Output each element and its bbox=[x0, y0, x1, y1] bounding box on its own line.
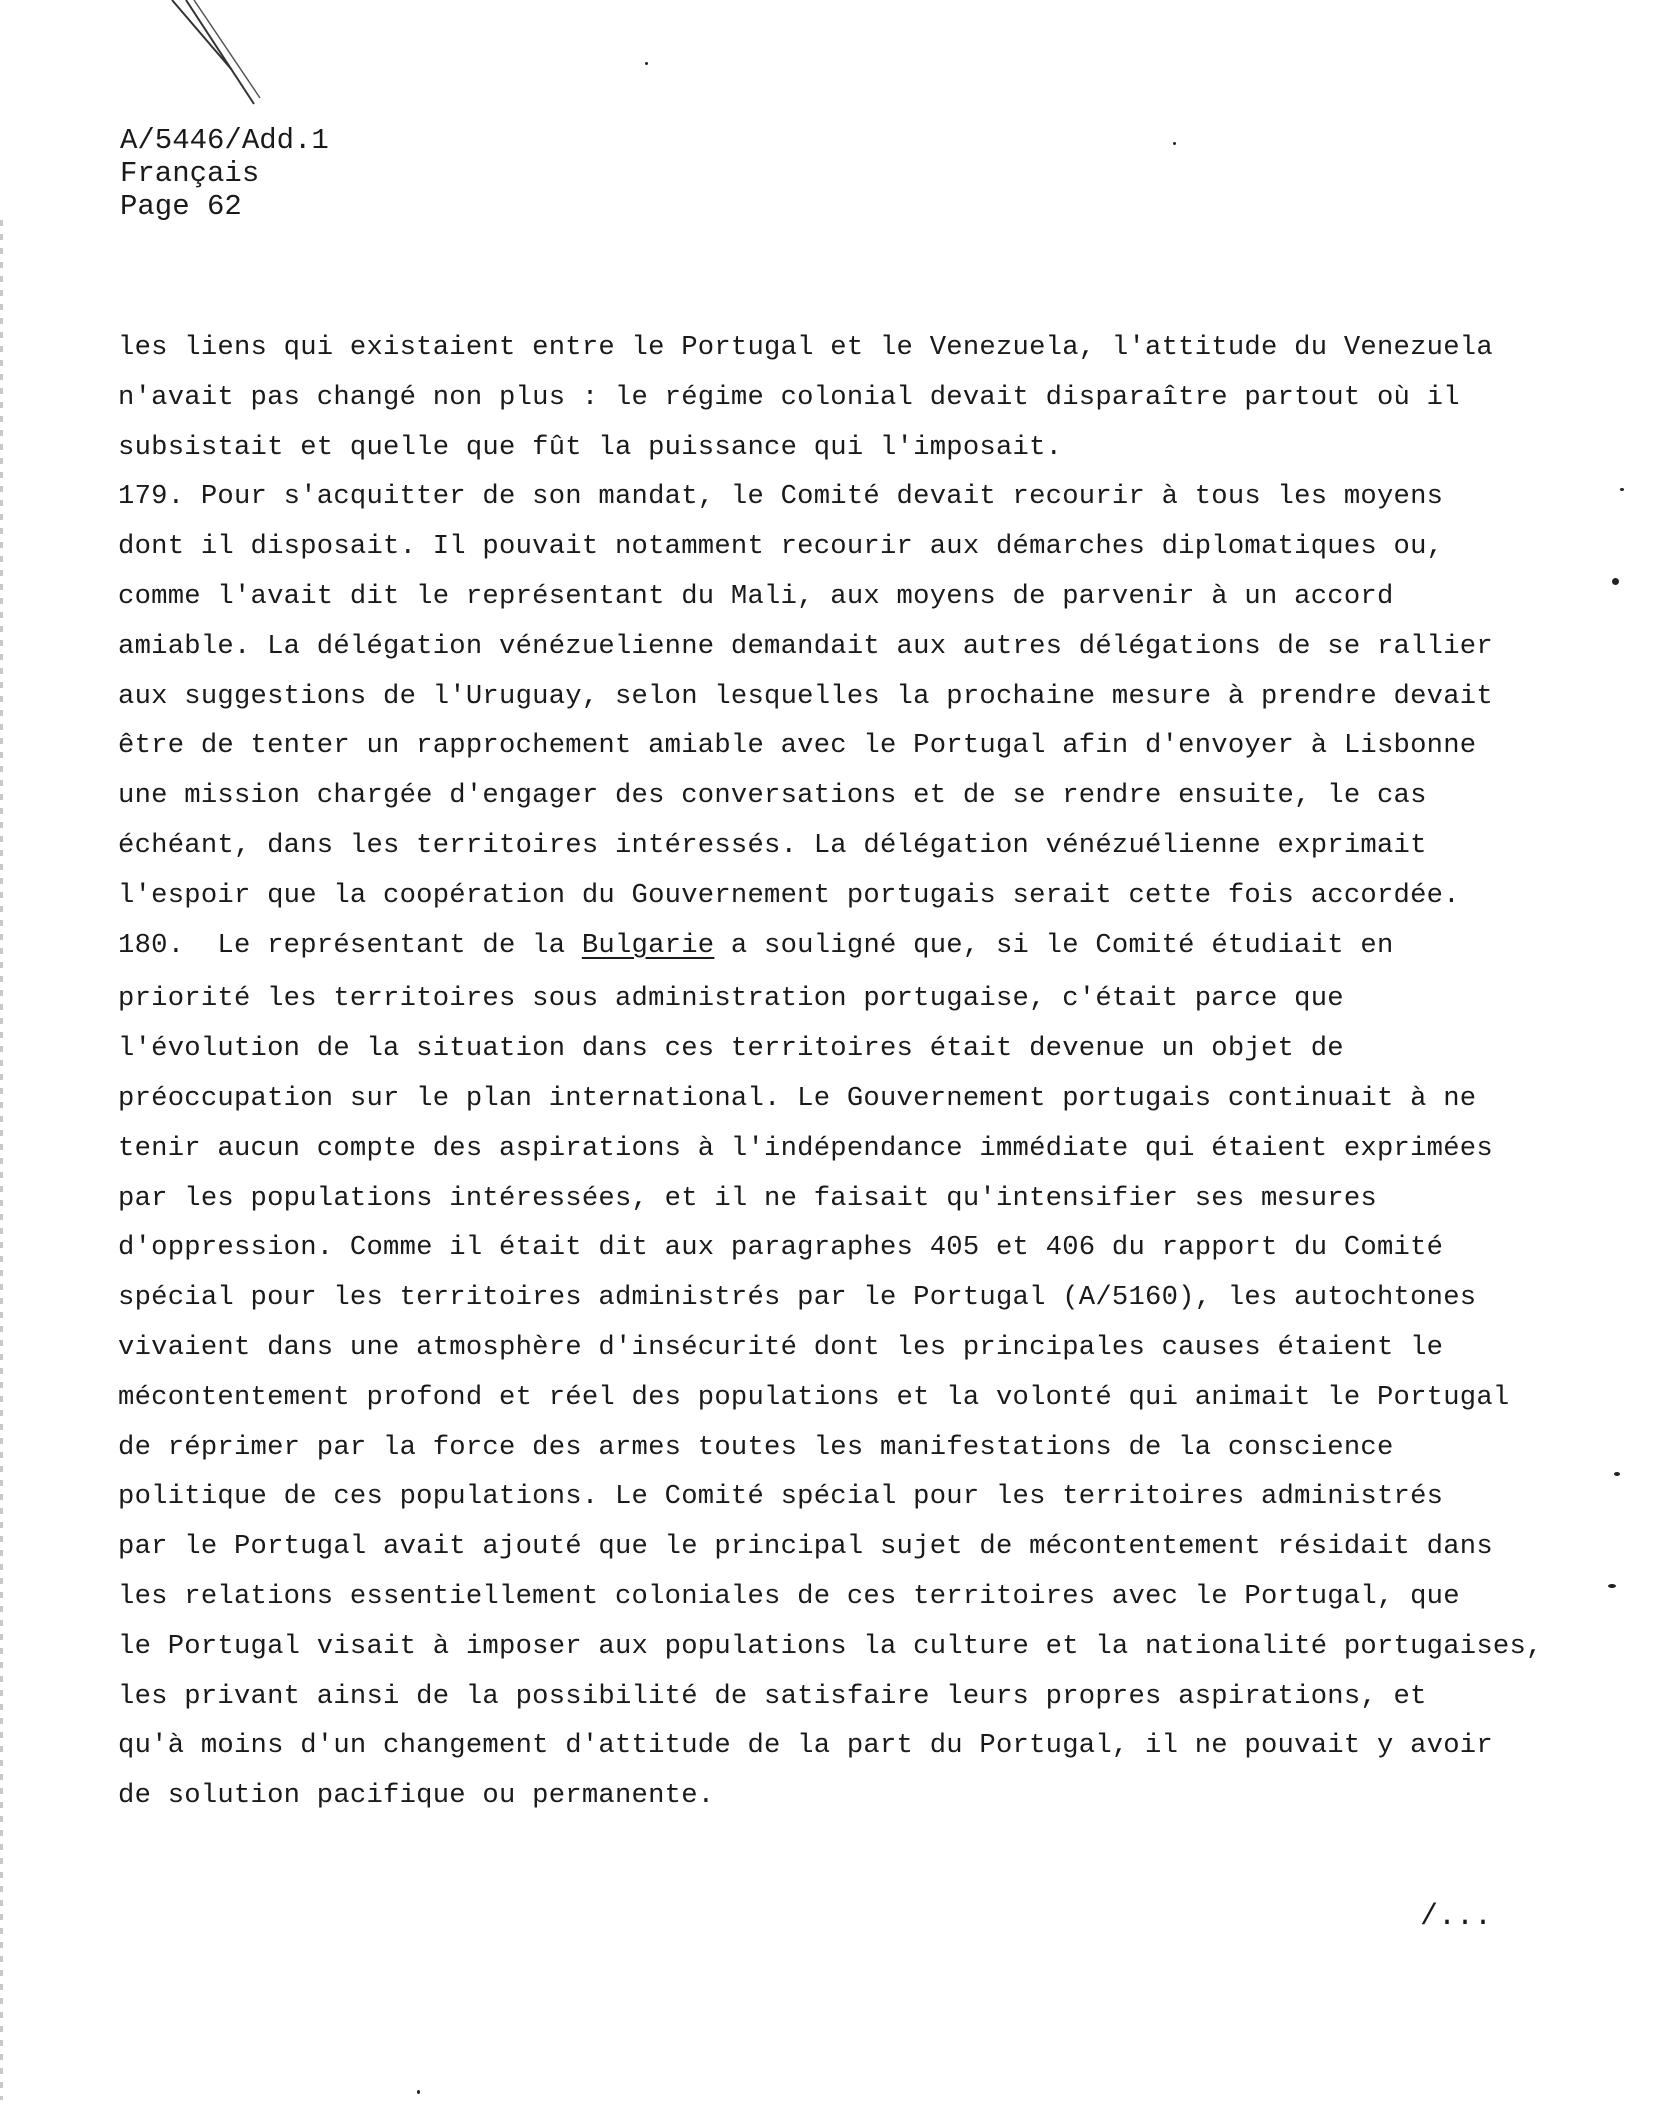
text-line: de solution pacifique ou permanente. bbox=[118, 1780, 715, 1812]
text-line: comme l'avait dit le représentant du Mali, aux moyens de parvenir à un accord bbox=[118, 580, 1394, 612]
text-line: subsistait et quelle que fût la puissance qui l'imposait. bbox=[118, 431, 1063, 463]
document-symbol: A/5446/Add.1 bbox=[120, 124, 329, 157]
scan-speck bbox=[1612, 578, 1619, 585]
text-line: aux suggestions de l'Uruguay, selon lesquelles la prochaine mesure à prendre devait bbox=[118, 680, 1493, 712]
text-line: vivaient dans une atmosphère d'insécurité dont les principales causes étaient le bbox=[118, 1331, 1444, 1363]
text-line: tenir aucun compte des aspirations à l'indépendance immédiate qui étaient exprimées bbox=[118, 1132, 1493, 1164]
text-line: qu'à moins d'un changement d'attitude de la part du Portugal, il ne pouvait y avoir bbox=[118, 1730, 1493, 1762]
text-line: échéant, dans les territoires intéressés. La délégation vénézuélienne exprimait bbox=[118, 829, 1427, 861]
text-line: politique de ces populations. Le Comité spécial pour les territoires administrés bbox=[118, 1481, 1444, 1513]
country-name-underlined: Bulgarie bbox=[581, 929, 715, 961]
scan-speck bbox=[1614, 1472, 1620, 1476]
paragraph-179-start: 179. Pour s'acquitter de son mandat, le Comité devait recourir à tous les moyens bbox=[118, 481, 1444, 513]
corner-stroke-mark bbox=[170, 0, 310, 110]
scan-speck bbox=[1173, 142, 1176, 145]
text-line: les relations essentiellement coloniales de ces territoires avec le Portugal, que bbox=[118, 1580, 1460, 1612]
body-text bbox=[118, 323, 1543, 1821]
document-language: Français bbox=[120, 157, 260, 190]
text-line: préoccupation sur le plan international. Le Gouvernement portugais continuait à ne bbox=[118, 1082, 1477, 1114]
text-line: par le Portugal avait ajouté que le principal sujet de mécontentement résidait dans bbox=[118, 1531, 1493, 1563]
text-line: être de tenter un rapprochement amiable avec le Portugal afin d'envoyer à Lisbonne bbox=[118, 730, 1477, 762]
text-line: l'évolution de la situation dans ces territoires était devenue un objet de bbox=[118, 1033, 1344, 1065]
text-line: de réprimer par la force des armes toutes les manifestations de la conscience bbox=[118, 1431, 1394, 1463]
text-line: l'espoir que la coopération du Gouvernement portugais serait cette fois accordée. bbox=[118, 879, 1460, 911]
text-line: n'avait pas changé non plus : le régime colonial devait disparaître partout où il bbox=[118, 381, 1460, 413]
text-line: dont il disposait. Il pouvait notamment recourir aux démarches diplomatiques ou, bbox=[118, 531, 1444, 563]
text-line: les privant ainsi de la possibilité de satisfaire leurs propres aspirations, et bbox=[118, 1680, 1427, 1712]
scan-speck bbox=[1620, 488, 1624, 491]
document-header bbox=[120, 124, 329, 223]
text-line: le Portugal visait à imposer aux populations la culture et la nationalité portugaises, bbox=[118, 1630, 1543, 1662]
text-line: amiable. La délégation vénézuelienne demandait aux autres délégations de se rallier bbox=[118, 630, 1493, 662]
scan-speck bbox=[417, 2090, 420, 2094]
text-line: mécontentement profond et réel des populations et la volonté qui animait le Portugal bbox=[118, 1381, 1510, 1413]
paragraph-180-start bbox=[118, 921, 1538, 971]
page-number: Page 62 bbox=[120, 190, 242, 223]
text-line: une mission chargée d'engager des conversations et de se rendre ensuite, le cas bbox=[118, 780, 1427, 812]
continuation-marker: /... bbox=[1420, 1900, 1493, 1934]
text-line: par les populations intéressées, et il ne faisait qu'intensifier ses mesures bbox=[118, 1182, 1377, 1214]
scan-edge-artifact bbox=[0, 220, 3, 2100]
scan-speck bbox=[645, 62, 648, 65]
text-line: spécial pour les territoires administrés par le Portugal (A/5160), les autochtones bbox=[118, 1282, 1477, 1314]
text-line: d'oppression. Comme il était dit aux paragraphes 405 et 406 du rapport du Comité bbox=[118, 1232, 1444, 1264]
text-line: priorité les territoires sous administration portugaise, c'était parce que bbox=[118, 983, 1344, 1015]
paragraph-180-prefix: 180. Le représentant de la bbox=[118, 929, 582, 961]
text-line: les liens qui existaient entre le Portugal et le Venezuela, l'attitude du Venezuela bbox=[118, 332, 1493, 363]
scan-speck bbox=[1608, 1584, 1616, 1588]
paragraph-180-suffix: a souligné que, si le Comité étudiait en bbox=[714, 929, 1394, 961]
